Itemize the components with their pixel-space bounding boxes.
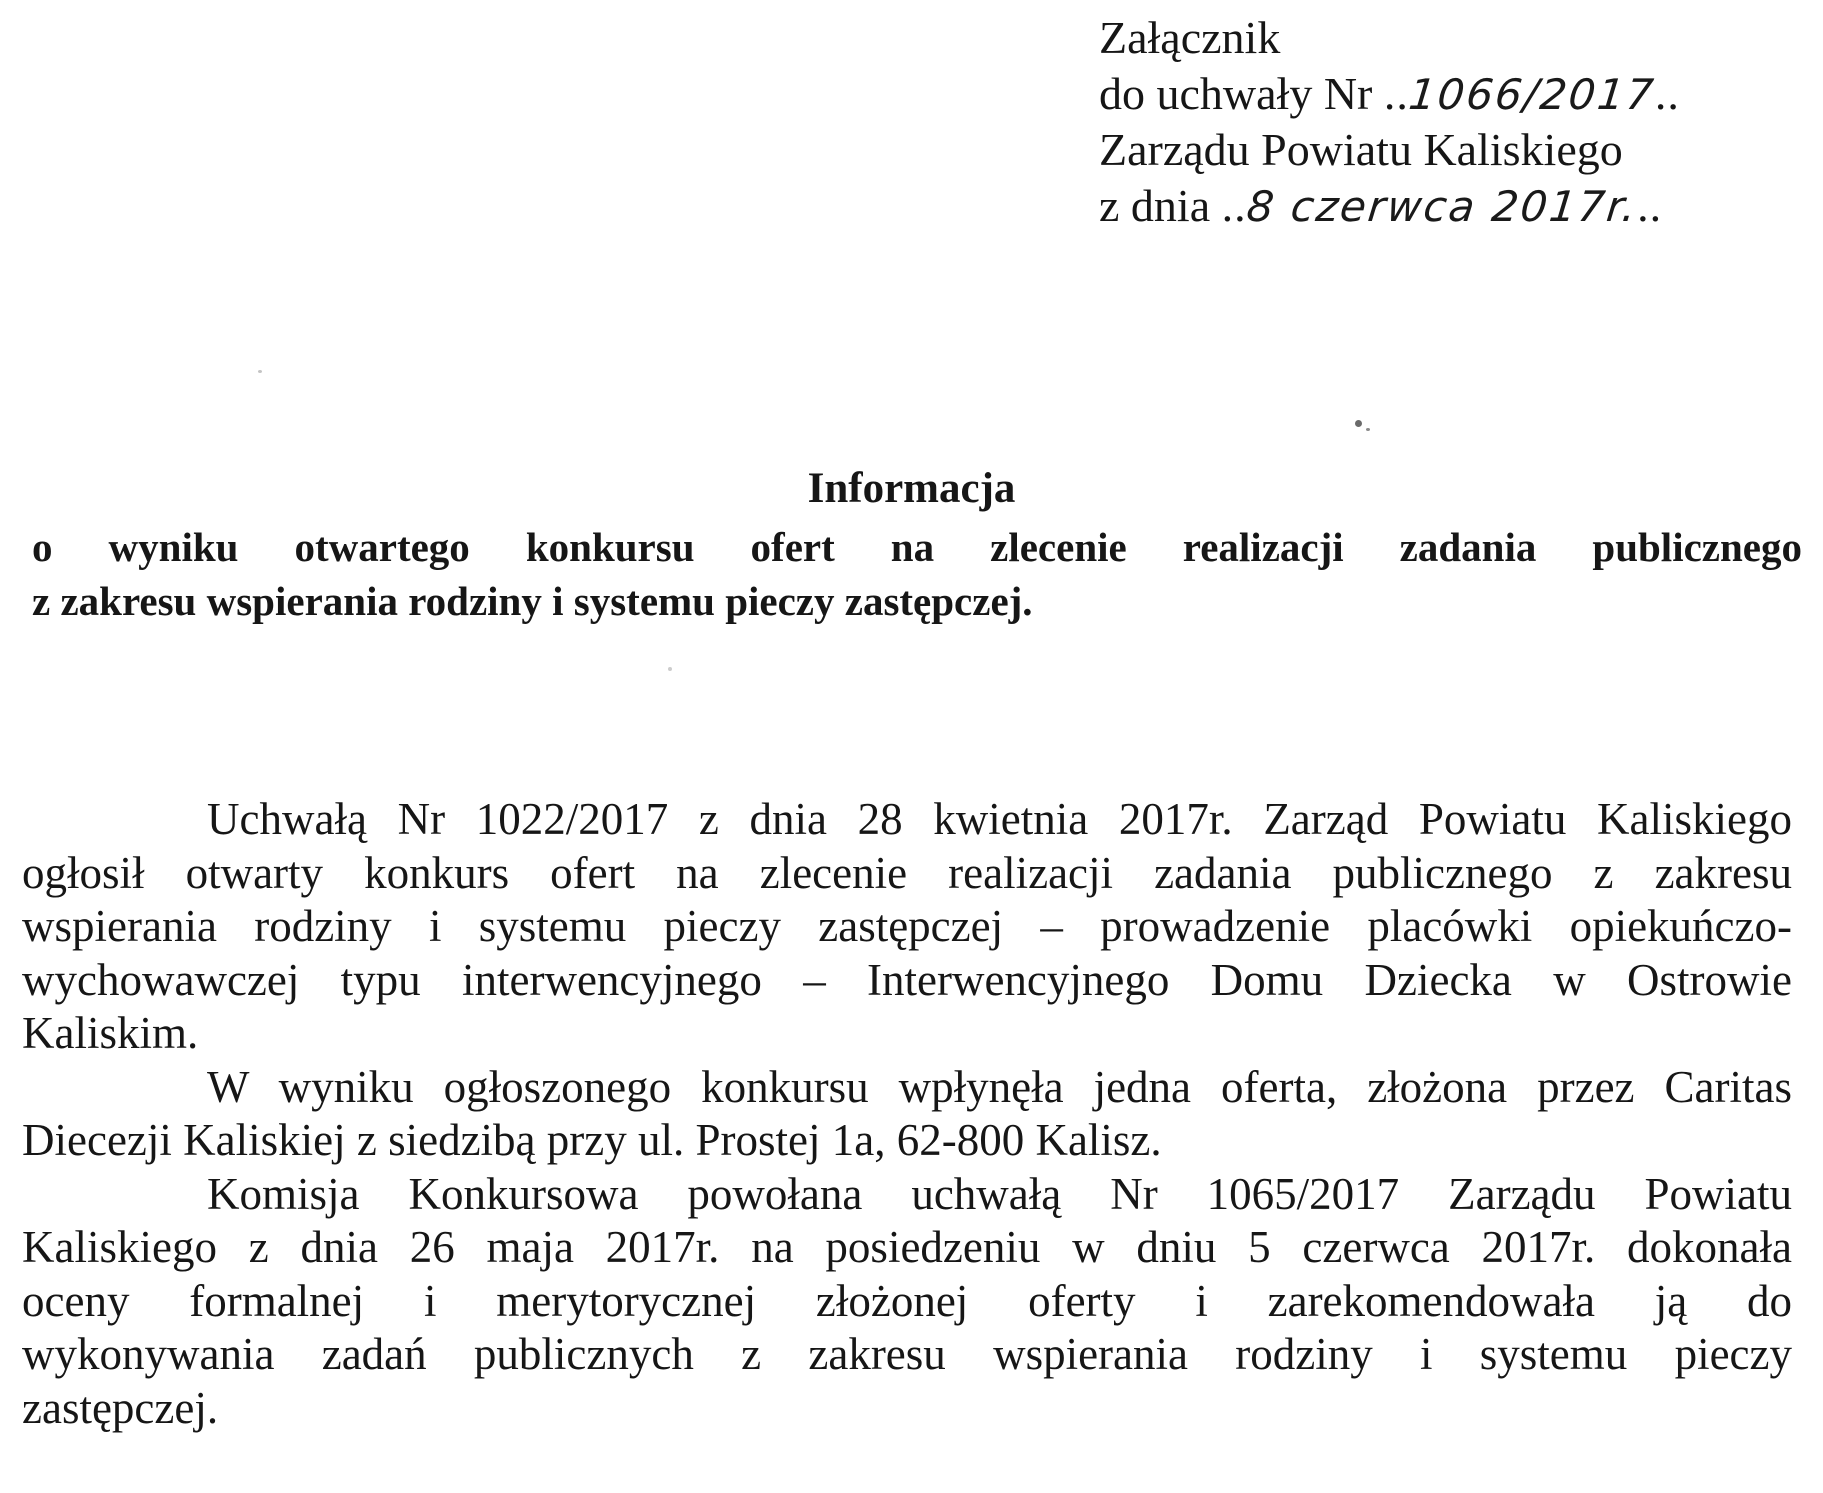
subtitle-line: z zakresu wspierania rodziny i systemu pieczy zastępczej. [32,578,1033,624]
resolution-number-line [1099,66,1799,122]
paragraph-line: ogłosił otwarty konkurs ofert na zlecenie realizacji zadania publicznego z zakresu [22,847,1792,898]
paragraph-line: W wyniku ogłoszonego konkursu wpłynęła jedna oferta, złożona przez Caritas [207,1061,1792,1112]
document-body [22,793,1792,1435]
dotted-fill: .. [1383,68,1409,119]
paragraph-line: wychowawczej typu interwencyjnego – Interwencyjnego Domu Dziecka w Ostrowie [22,954,1792,1005]
paragraph-line: wspierania rodziny i systemu pieczy zastępczej – prowadzenie placówki opiekuńczo- [22,901,1792,951]
resolution-date-line [1099,178,1799,234]
dotted-fill: .. [1221,180,1247,231]
handwritten-resolution-number: 1066/2017 [1406,70,1658,119]
document-subtitle [32,520,1802,628]
resolution-date-prefix: z dnia [1099,180,1222,231]
dotted-fill: .. [1654,68,1680,119]
attachment-header [1099,10,1799,234]
scan-speck [1366,428,1370,431]
dotted-fill: .. [1637,180,1663,231]
document-title: Informacja [807,465,1016,512]
handwritten-resolution-date: 8 czerwca 2017r. [1244,182,1640,231]
scan-speck [258,370,262,373]
paragraph-line: zastępczej. [22,1382,219,1433]
paragraph-line: Kaliskiego z dnia 26 maja 2017r. na posiedzeniu w dniu 5 czerwca 2017r. dokonała [22,1222,1792,1272]
paragraph-line: Komisja Konkursowa powołana uchwałą Nr 1065/2017 Zarządu Powiatu [207,1168,1792,1219]
paragraph-line: oceny formalnej i merytorycznej złożonej oferty i zarekomendowała ją do [22,1275,1792,1326]
paragraph-line: Kaliskim. [22,1008,199,1058]
board-name: Zarządu Powiatu Kaliskiego [1099,124,1623,175]
resolution-number-prefix: do uchwały Nr [1099,68,1384,119]
paragraph-line: Uchwałą Nr 1022/2017 z dnia 28 kwietnia 2017r. Zarząd Powiatu Kaliskiego [207,794,1792,844]
paragraph-line: wykonywania zadań publicznych z zakresu wspierania rodziny i systemu pieczy [22,1329,1792,1379]
scan-speck [1355,420,1362,427]
attachment-label: Załącznik [1099,12,1281,63]
paragraph-line: Diecezji Kaliskiej z siedzibą przy ul. Prostej 1a, 62-800 Kalisz. [22,1115,1162,1165]
scan-speck [668,667,672,671]
subtitle-line: o wyniku otwartego konkursu ofert na zlecenie realizacji zadania publicznego [32,524,1802,570]
